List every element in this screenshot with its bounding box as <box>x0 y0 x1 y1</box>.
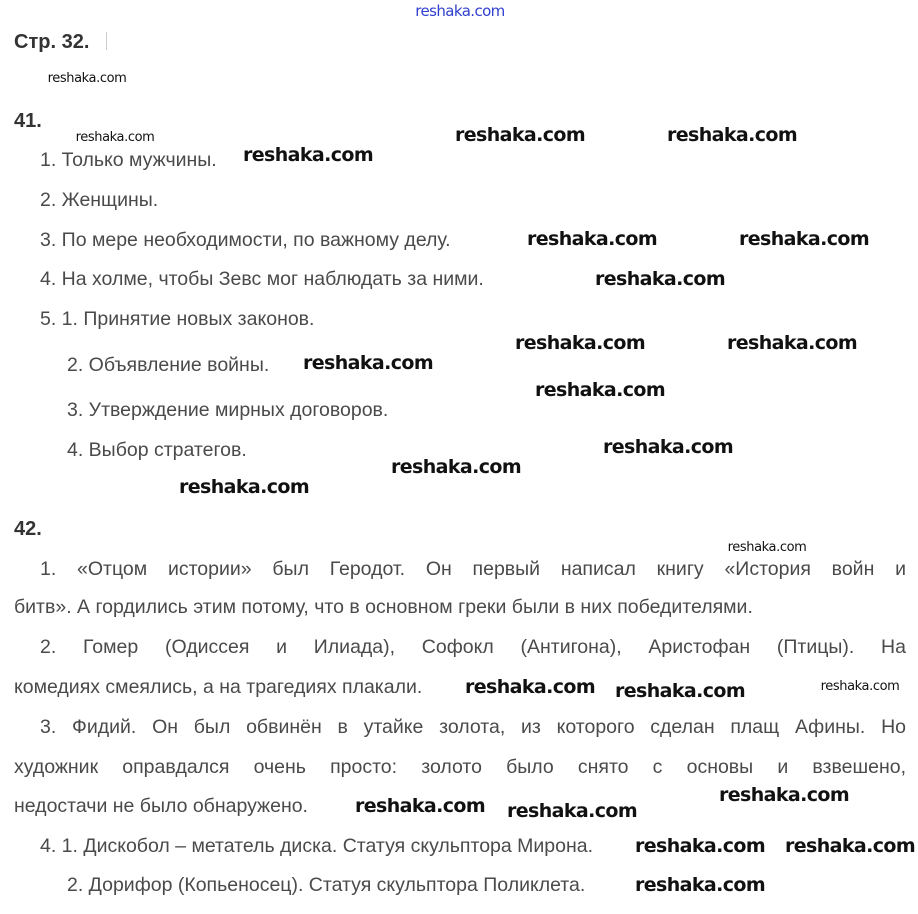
task-42-line: художник оправдался очень просто: золото было снято с основы и взвешено, <box>14 756 906 778</box>
watermark: reshaka.com <box>634 835 766 857</box>
watermark: reshaka.com <box>415 2 505 20</box>
watermark: reshaka.com <box>506 800 638 822</box>
task-42-line: 3. Фидий. Он был обвинён в утайке золота, из которого сделан плащ Афины. Но <box>40 716 906 738</box>
task-41-item: 3. По мере необходимости, по важному делу. <box>40 229 451 251</box>
task-41-subitem: 4. Выбор стратегов. <box>67 439 247 461</box>
task-41-subitem: 3. Утверждение мирных договоров. <box>67 399 389 421</box>
watermark: reshaka.com <box>390 456 522 478</box>
watermark: reshaka.com <box>594 268 726 290</box>
watermark: reshaka.com <box>242 144 374 166</box>
watermark: reshaka.com <box>727 540 807 555</box>
task-42-line: 1. «Отцом истории» был Геродот. Он первый написал книгу «История войн и <box>40 558 906 580</box>
task-42-line: комедиях смеялись, а на трагедиях плакали. <box>14 676 423 698</box>
task-42-line: 2. Дорифор (Копьеносец). Статуя скульптора Поликлета. <box>67 874 586 896</box>
watermark: reshaka.com <box>354 795 486 817</box>
task-42-line: 4. 1. Дискобол – метатель диска. Статуя скульптора Мирона. <box>40 835 594 857</box>
task-41-item: 5. 1. Принятие новых законов. <box>40 308 315 330</box>
task-41-item: 4. На холме, чтобы Зевс мог наблюдать за ними. <box>40 268 484 290</box>
task-41-item: 2. Женщины. <box>40 189 159 211</box>
watermark: reshaka.com <box>75 130 155 145</box>
watermark: reshaka.com <box>526 228 658 250</box>
watermark: reshaka.com <box>634 874 766 896</box>
page-label: Стр. 32. <box>14 31 90 53</box>
text-cursor <box>106 32 107 50</box>
watermark: reshaka.com <box>614 680 746 702</box>
watermark: reshaka.com <box>784 835 916 857</box>
watermark: reshaka.com <box>454 124 586 146</box>
watermark: reshaka.com <box>47 71 127 86</box>
task-41-item: 1. Только мужчины. <box>40 149 217 171</box>
watermark: reshaka.com <box>726 332 858 354</box>
watermark: reshaka.com <box>514 332 646 354</box>
watermark: reshaka.com <box>534 379 666 401</box>
watermark: reshaka.com <box>464 676 596 698</box>
task-41-subitem: 2. Объявление войны. <box>67 354 270 376</box>
watermark: reshaka.com <box>718 784 850 806</box>
watermark: reshaka.com <box>178 476 310 498</box>
watermark: reshaka.com <box>738 228 870 250</box>
watermark: reshaka.com <box>602 436 734 458</box>
watermark: reshaka.com <box>820 679 900 694</box>
watermark: reshaka.com <box>666 124 798 146</box>
watermark: reshaka.com <box>302 352 434 374</box>
task-42-line: битв». А гордились этим потому, что в основном греки были в них победителями. <box>14 596 753 618</box>
task-42-line: 2. Гомер (Одиссея и Илиада), Софокл (Антигона), Аристофан (Птицы). На <box>40 636 906 658</box>
task-41-number: 41. <box>14 110 42 132</box>
task-42-number: 42. <box>14 518 42 540</box>
task-42-line: недостачи не было обнаружено. <box>14 795 308 817</box>
